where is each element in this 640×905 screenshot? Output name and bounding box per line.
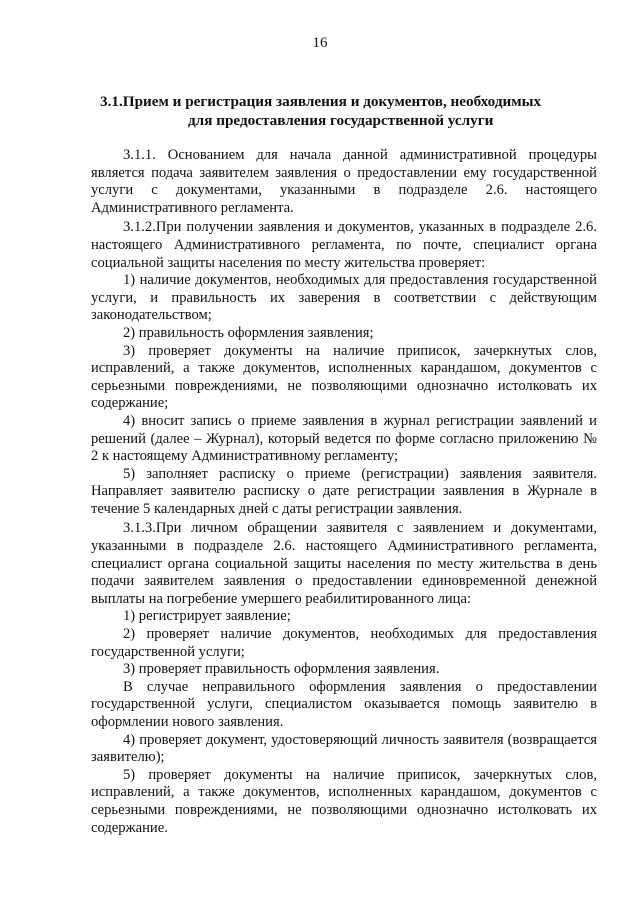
paragraph: 3.1.2.При получении заявления и документов, указанных в подразделе 2.6. настоящего Административного регламента, по почте, специалист органа социальной защиты населения по месту жительства проверяет:: [91, 219, 597, 271]
list-item: 5) заполняет расписку о приеме (регистрации) заявления заявителя. Направляет заявителю расписку о дате регистрации заявления в Журнале в течение 5 календарных дней с даты регистрации заявления.: [91, 465, 597, 517]
list-item: 1) регистрирует заявление;: [123, 608, 291, 625]
list-item: 4) проверяет документ, удостоверяющий личность заявителя (возвращается заявителю);: [91, 731, 597, 766]
list-item: 1) наличие документов, необходимых для предоставления государственной услуги, и правильность их заверения в соответствии с действующим законодательством;: [91, 272, 597, 324]
list-item: 3) проверяет документы на наличие приписок, зачеркнутых слов, исправлений, а также документов, исполненных карандашом, документов с серьезными повреждениями, не позволяющими однозначно истолковать их содержание;: [91, 342, 597, 412]
paragraph: 3.1.3.При личном обращении заявителя с заявлением и документами, указанными в подразделе 2.6. настоящего Административного регламента, специалист органа социальной защиты населения по месту жительства в день подачи заявителем заявления о предоставлении единовременной денежной выплаты на погребение умершего реабилитированного лица:: [91, 520, 597, 607]
paragraph: 3.1.1. Основанием для начала данной административной процедуры является подача заявителем заявления о предоставлении ему государственной услуги с документами, указанными в подразделе 2.6. настоящего Административного регламента.: [91, 147, 597, 216]
list-item: 5) проверяет документы на наличие приписок, зачеркнутых слов, исправлений, а также документов, исполненных карандашом, документов с серьезными повреждениями, не позволяющими однозначно истолковать их содержание.: [91, 766, 597, 836]
list-item: 2) проверяет наличие документов, необходимых для предоставления государственной услуги;: [91, 626, 597, 660]
document-body: [91, 147, 597, 837]
list-item: 4) вносит запись о приеме заявления в журнал регистрации заявлений и решений (далее – Журнал), который ведется по форме согласно приложению № 2 к настоящему Административному регламенту;: [91, 412, 597, 465]
page-number: 16: [312, 35, 328, 51]
heading-line-1: 3.1.Прием и регистрация заявления и документов, необходимых: [100, 93, 542, 110]
list-item: 3) проверяет правильность оформления заявления.: [123, 661, 440, 678]
heading-line-2: для предоставления государственной услуги: [188, 112, 494, 129]
section-heading: [100, 92, 620, 130]
paragraph: В случае неправильного оформления заявления о предоставлении государственной услуги, специалистом оказывается помощь заявителю в оформлении нового заявления.: [91, 678, 597, 730]
list-item: 2) правильность оформления заявления;: [123, 324, 374, 341]
